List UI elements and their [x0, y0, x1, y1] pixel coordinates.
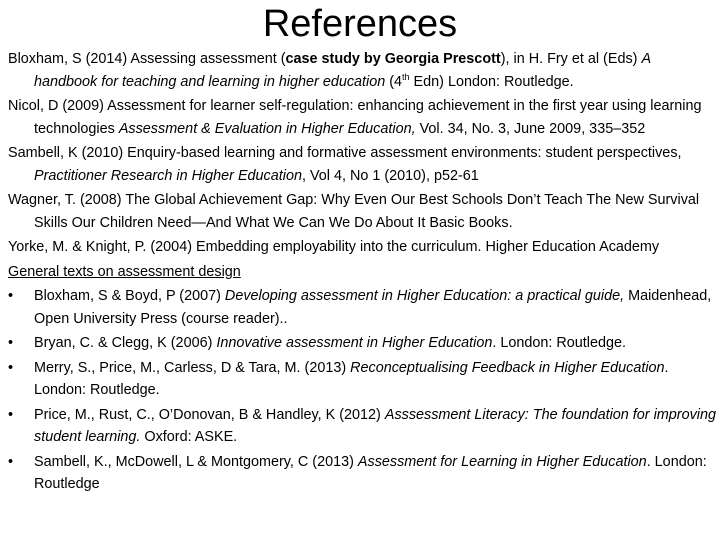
general-text-item	[8, 404, 716, 449]
text-run: Oxford: ASKE.	[140, 429, 238, 445]
text-run: . London: Routledge	[34, 453, 707, 492]
text-run: Maidenhead, Open University Press (course reader)..	[34, 288, 712, 327]
text-run: th	[402, 71, 410, 82]
text-run: Assessment & Evaluation in Higher Education,	[118, 120, 416, 137]
text-run: ), in H. Fry et al (Eds)	[500, 51, 642, 67]
text-run: (4	[385, 73, 403, 90]
bullet-icon: •	[8, 288, 14, 304]
text-run: . London: Routledge.	[492, 335, 626, 351]
reference-list	[8, 48, 716, 259]
text-run: Sambell, K (2010) Enquiry-based learning and formative assessment environments: student perspectives,	[8, 145, 682, 161]
text-run: Sambell, K., McDowell, L & Montgomery, C (2013)	[34, 453, 358, 470]
reference-entry	[8, 236, 716, 259]
text-run: Bloxham, S (2014) Assessing assessment (	[8, 51, 286, 67]
text-run: A handbook for teaching and learning in higher education	[34, 51, 651, 90]
text-run: Wagner, T. (2008) The Global Achievement Gap: Why Even Our Best Schools Don’t Teach The New Survival Skills Our Children Need—And What We Can We Do About It Basic Books.	[8, 192, 700, 231]
text-run: , Vol 4, No 1 (2010), p52-61	[301, 167, 479, 184]
text-run: Practitioner Research in Higher Education	[34, 167, 302, 184]
text-run: Edn) London: Routledge.	[409, 73, 574, 90]
text-run: Innovative assessment in Higher Education	[216, 335, 493, 351]
text-run: Vol. 34, No. 3, June 2009, 335–352	[415, 120, 646, 137]
general-texts-heading: General texts on assessment design	[8, 263, 241, 280]
text-run: Yorke, M. & Knight, P. (2004) Embedding employability into the curriculum. Higher Education Academy	[8, 239, 660, 255]
general-text-item	[8, 332, 716, 355]
references-body	[8, 48, 716, 498]
reference-entry	[8, 48, 716, 93]
text-run: Bryan, C. & Clegg, K (2006)	[34, 335, 217, 351]
text-run: . London: Routledge.	[34, 359, 669, 398]
text-run: Bloxham, S & Boyd, P (2007)	[34, 288, 225, 304]
reference-entry	[8, 142, 716, 187]
text-run: Assessment for Learning in Higher Education	[357, 453, 647, 470]
text-run: Developing assessment in Higher Education: a practical guide,	[224, 288, 625, 304]
reference-entry	[8, 189, 716, 234]
general-text-item	[8, 357, 716, 402]
bullet-icon: •	[8, 406, 14, 423]
bullet-icon: •	[8, 453, 14, 470]
general-text-item	[8, 285, 716, 330]
text-run: Asssessment Literacy: The foundation for improving student learning.	[34, 406, 716, 445]
bullet-icon: •	[8, 359, 14, 376]
text-run: Price, M., Rust, C., O’Donovan, B & Handley, K (2012)	[34, 406, 385, 423]
text-run: Merry, S., Price, M., Carless, D & Tara, M. (2013)	[34, 359, 351, 376]
text-run: Nicol, D (2009) Assessment for learner self-regulation: enhancing achievement in the first year using learning technologies	[8, 98, 702, 137]
general-texts-list	[8, 285, 716, 496]
slide-title: References	[262, 3, 458, 45]
bullet-icon: •	[8, 335, 14, 351]
reference-entry	[8, 95, 716, 140]
text-run: case study by Georgia Prescott	[285, 51, 501, 67]
text-run: Reconceptualising Feedback in Higher Education	[350, 359, 665, 376]
general-text-item	[8, 451, 716, 496]
